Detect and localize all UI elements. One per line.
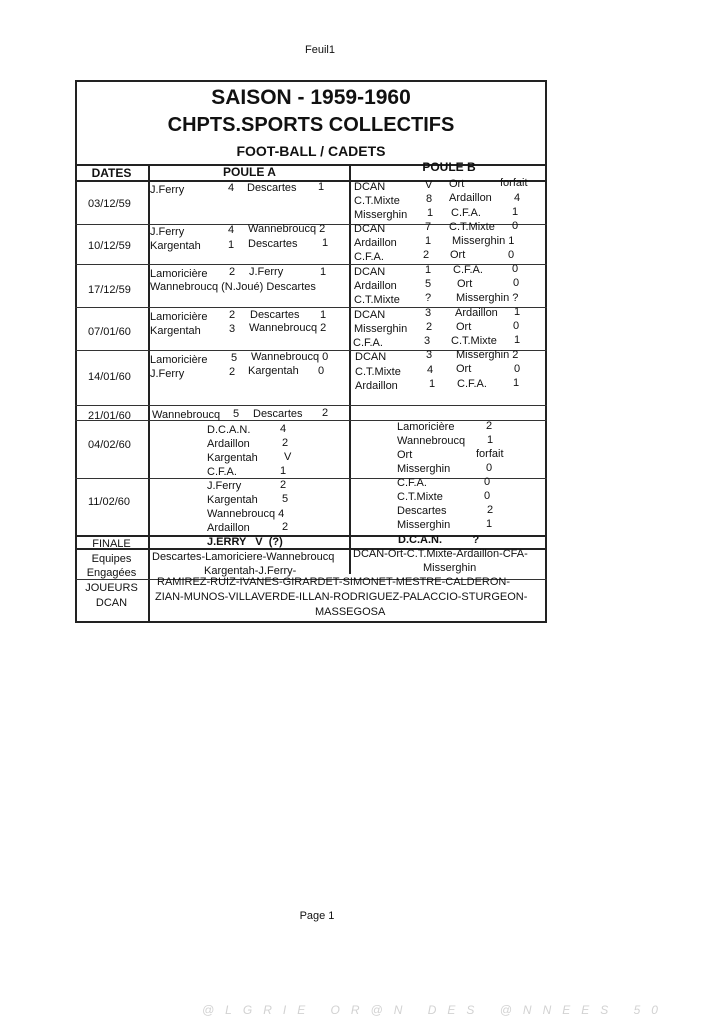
championship-title: CHPTS.SPORTS COLLECTIFS <box>167 114 455 136</box>
poules-column-divider <box>349 164 351 574</box>
players-line: RAMIREZ-RUIZ-IVANES-GIRARDET-SIMONET-MESTRE-CALDERON- <box>157 576 511 588</box>
round-divider <box>75 420 547 421</box>
round-date: 04/02/60 <box>88 439 131 451</box>
round-date: 21/01/60 <box>88 410 131 422</box>
round-date: 14/01/60 <box>88 371 131 383</box>
watermark-text: @LGRIE OR@N DES @NNEES 50 <box>202 1003 669 1017</box>
sheet-title: Feuil1 <box>305 44 335 56</box>
engagees-label: Engagées <box>86 567 137 579</box>
round-divider <box>75 405 547 406</box>
joueurs-label: JOUEURS <box>85 582 138 594</box>
equipes-poule-b-cont: Misserghin <box>423 562 477 574</box>
round-date: 03/12/59 <box>88 198 131 210</box>
finale-poule-a: J.ERRY V (?) <box>207 536 283 548</box>
equipes-poule-b: DCAN-Ort-C.T.Mixte-Ardaillon-CFA- <box>353 548 528 560</box>
poule-b-header: POULE B <box>422 160 476 174</box>
equipes-poule-a-cont: Kargentah-J.Ferry- <box>204 565 297 577</box>
finale-label: FINALE <box>92 538 131 550</box>
header-bottom-divider <box>75 180 547 182</box>
finale-poule-b: D.C.A.N. ? <box>398 534 480 546</box>
equipes-poule-a: Descartes-Lamoriciere-Wannebroucq <box>152 551 335 563</box>
round-date: 17/12/59 <box>88 284 131 296</box>
season-title: SAISON - 1959-1960 <box>211 86 411 109</box>
dates-header: DATES <box>91 166 132 180</box>
round-date: 10/12/59 <box>88 240 131 252</box>
players-line: MASSEGOSA <box>315 606 386 618</box>
joueurs-team-label: DCAN <box>95 597 128 609</box>
poule-a-header: POULE A <box>223 165 276 179</box>
round-date: 11/02/60 <box>88 496 131 508</box>
sport-category-title: FOOT-BALL / CADETS <box>236 143 386 159</box>
round-date: 07/01/60 <box>88 326 131 338</box>
round-divider <box>75 478 547 479</box>
equipes-label: Equipes <box>91 553 132 565</box>
page-number: Page 1 <box>299 910 335 922</box>
players-line: ZIAN-MUNOS-VILLAVERDE-ILLAN-RODRIGUEZ-PALACCIO-STURGEON- <box>155 591 528 603</box>
